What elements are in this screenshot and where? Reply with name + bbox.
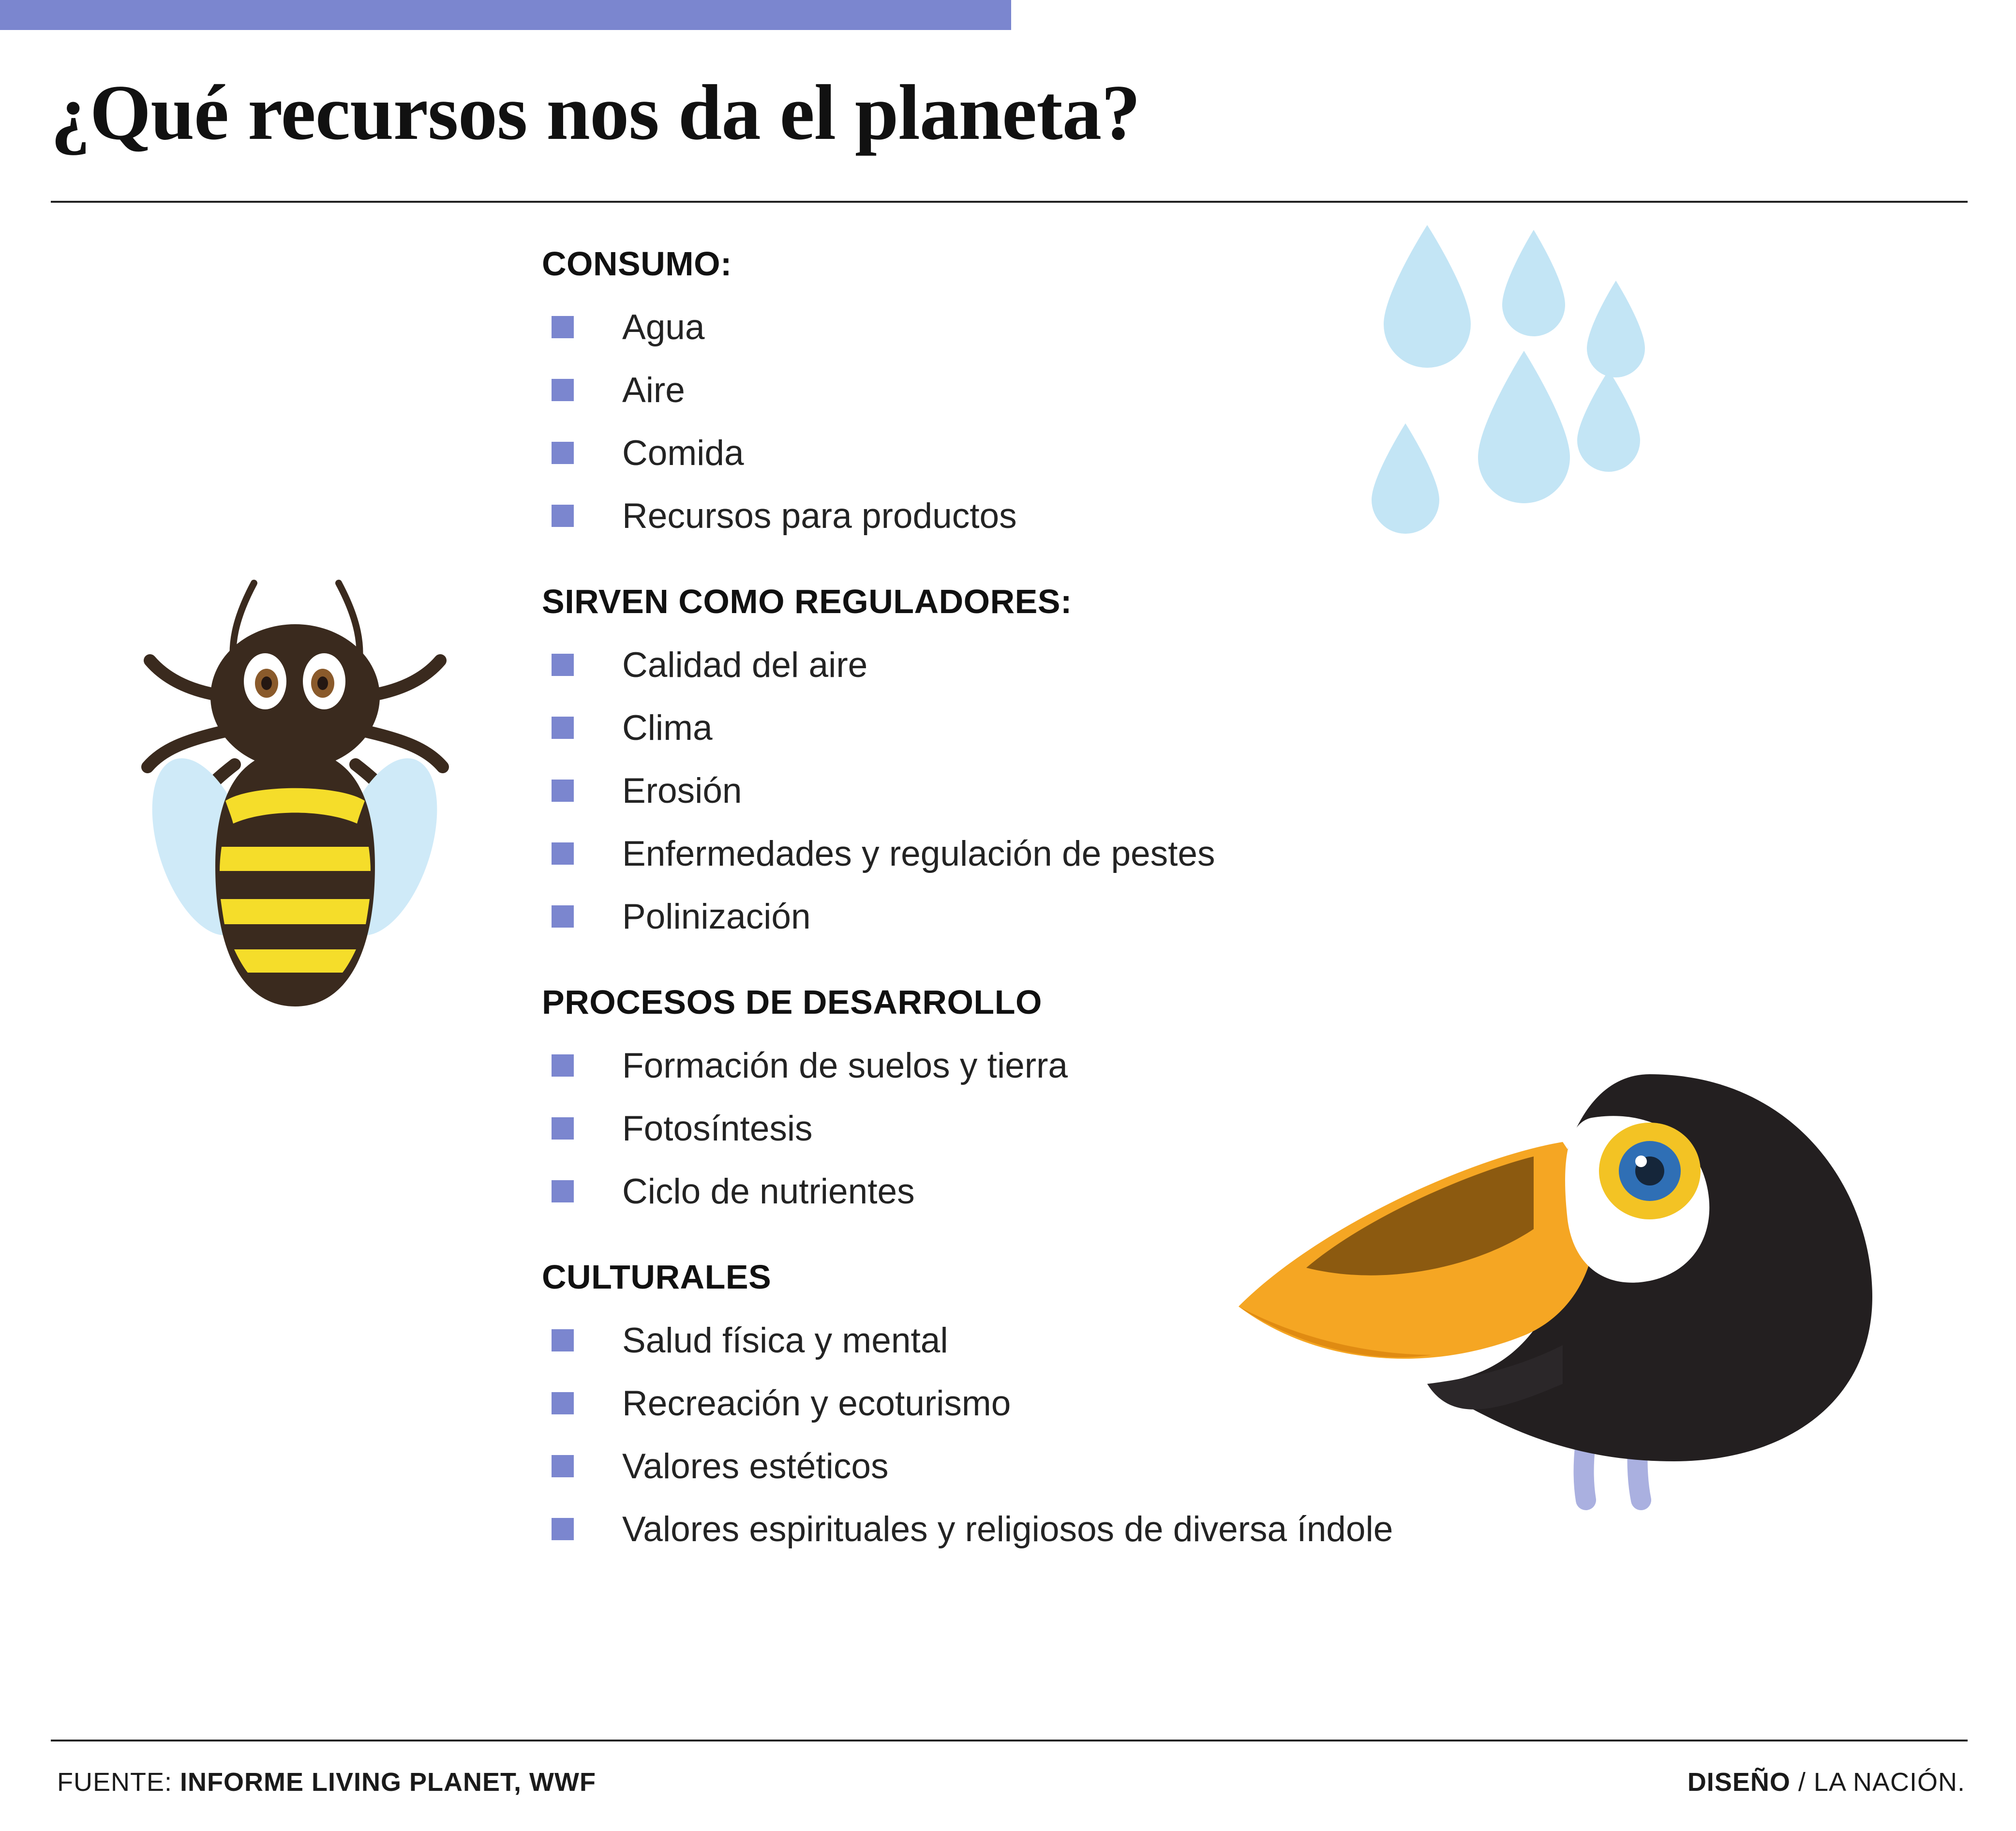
list-item-label: Formación de suelos y tierra [622,1046,1068,1085]
bullet-icon [552,842,574,865]
bullet-icon [552,1518,574,1540]
group-title: PROCESOS DE DESARROLLO [542,983,1042,1021]
list-item [542,296,1751,359]
list-item [542,484,1751,547]
design-credit [1687,1767,1965,1797]
list-item [542,759,1751,822]
source-value: INFORME LIVING PLANET, WWF [180,1768,596,1797]
bullet-icon [552,717,574,739]
list-item [542,1435,1751,1498]
list-item [542,359,1751,421]
list-item-label: Polinización [622,897,811,936]
group-title: SIRVEN COMO REGULADORES: [542,583,1072,620]
credit-outlet: LA NACIÓN. [1813,1768,1965,1797]
group-procesos-desarrollo [542,983,1751,1223]
list-item-label: Ciclo de nutrientes [622,1171,915,1211]
credit-separator: / [1798,1768,1806,1797]
group-culturales [542,1258,1751,1561]
list-item-label: Valores estéticos [622,1446,889,1486]
footer-divider [51,1740,1968,1741]
bullet-icon [552,654,574,676]
group-title: CULTURALES [542,1258,772,1296]
bullet-icon [552,780,574,802]
list-item-label: Recreación y ecoturismo [622,1383,1011,1423]
list-item-label: Salud física y mental [622,1321,948,1360]
list-item [542,1160,1751,1223]
list-item [542,1372,1751,1435]
list-item-label: Erosión [622,771,742,810]
list-item [542,1309,1751,1372]
bullet-icon [552,1054,574,1077]
group-title: CONSUMO: [542,245,732,283]
list-item [542,421,1751,484]
list-item-label: Valores espirituales y religiosos de diversa índole [622,1509,1393,1549]
bullet-icon [552,442,574,464]
list-item-label: Clima [622,708,713,748]
bullet-icon [552,1180,574,1202]
bee-illustration [131,556,460,1021]
list-item [542,1034,1751,1097]
list-item [542,696,1751,759]
bullet-icon [552,1117,574,1140]
bullet-icon [552,379,574,401]
group-reguladores [542,582,1751,948]
resources-list [542,244,1751,1595]
bullet-icon [552,1329,574,1351]
list-item [542,822,1751,885]
list-item-label: Fotosíntesis [622,1109,813,1148]
title-divider [51,201,1968,203]
top-accent-bar [0,0,1011,30]
design-brand: DISEÑO [1687,1768,1791,1797]
list-item-label: Enfermedades y regulación de pestes [622,834,1215,873]
bullet-icon [552,1455,574,1477]
list-item-label: Calidad del aire [622,645,868,685]
list-item [542,885,1751,948]
list-item [542,1097,1751,1160]
list-item-label: Aire [622,370,685,410]
list-item-label: Recursos para productos [622,496,1017,536]
bullet-icon [552,316,574,338]
list-item-label: Agua [622,307,705,347]
list-item-label: Comida [622,433,744,473]
list-item [542,633,1751,696]
bullet-icon [552,905,574,928]
list-item [542,1498,1751,1561]
source-label: FUENTE: [57,1768,173,1797]
bullet-icon [552,1392,574,1414]
page-title: ¿Qué recursos nos da el planeta? [51,69,1140,156]
group-consumo [542,244,1751,547]
source-credit [57,1767,596,1797]
bullet-icon [552,505,574,527]
